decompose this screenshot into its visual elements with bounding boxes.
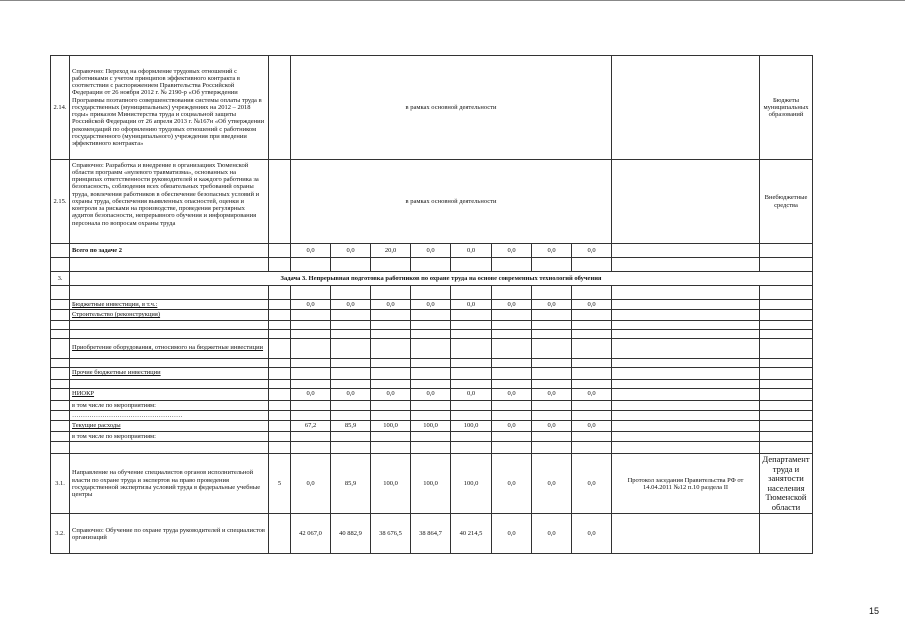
value-cell: 85,9 [331,421,371,432]
row-label: …………………………………………… [70,410,269,420]
table-row [51,388,813,400]
value-cell: 0,0 [532,514,572,554]
row-label: в том числе по мероприятиям: [70,400,269,410]
value-cell: 0,0 [291,300,331,310]
value-cell: 0,0 [492,300,532,310]
row-description: Направление на обучение специалистов органов исполнительной власти по охране труда и экспертов на право проведения государственной экспертизы условий труда в федеральные учебные центры [70,454,269,514]
value-cell: 0,0 [331,244,371,258]
value-cell: 0,0 [371,388,411,400]
value-cell: 0,0 [572,454,612,514]
table-row [51,160,813,244]
row-label: Текущие расходы [70,421,269,432]
program-table [50,55,813,554]
value-cell: 0,0 [291,388,331,400]
table-row [51,338,813,358]
row-label: Прочие бюджетные инвестиции [70,367,269,379]
value-cell: 40 214,5 [451,514,492,554]
table-row [51,400,813,410]
value-cell: 0,0 [492,421,532,432]
value-cell: 0,0 [572,514,612,554]
value-cell: 100,0 [451,454,492,514]
value-cell: 0,0 [291,454,331,514]
value-cell: 100,0 [411,421,451,432]
financing-note: в рамках основной деятельности [291,160,612,244]
value-cell: 100,0 [371,421,411,432]
row-label: НИОКР [70,388,269,400]
description-text: Справочно: Разработка и внедрение в организациях Тюменской области программ «нулевого травматизма», основанных на принципах ответственности руководителей и каждого работника за безопасность, соблюдения всех обязательных требований охраны труда, вовлечения работников в обеспечение безопасных условий и охраны труда, обеспечения выявленных опасностей, оценки и контроля за рисками на производстве, проведения регулярных аудитов безопасности, непрерывного обучения и информирования персонала по вопросам охраны труда [72,161,260,227]
row-description: Справочно: Обучение по охране труда руководителей и специалистов организаций [70,514,269,554]
value-cell: 0,0 [451,244,492,258]
scan-edge [0,0,905,1]
value-cell: 0,0 [572,421,612,432]
value-cell: 0,0 [532,388,572,400]
row-description [70,160,269,244]
row-number: 2.15. [51,160,70,244]
value-cell: 0,0 [532,454,572,514]
table-row [51,310,813,320]
page-number: 15 [869,606,880,616]
value-cell: 0,0 [492,454,532,514]
funding-source: Внебюджетные средства [760,160,813,244]
total-label: Всего по задаче 2 [70,244,269,258]
value-cell: 0,0 [532,421,572,432]
value-cell: 0,0 [532,244,572,258]
value-cell: 0,0 [492,388,532,400]
funding-source: Бюджеты муниципальных образований [760,56,813,160]
row-description [70,56,269,160]
value-cell: 100,0 [451,421,492,432]
table-row [51,514,813,554]
value-cell: 0,0 [492,514,532,554]
value-cell: 85,9 [331,454,371,514]
responsible-executor: Департамент труда и занятости населения Тюменской области [760,454,813,514]
row-number: 3.1. [51,454,70,514]
value-cell: 0,0 [451,388,492,400]
total-row [51,244,813,258]
spacer-row [51,286,813,300]
financing-note: в рамках основной деятельности [291,56,612,160]
value-cell: 0,0 [411,388,451,400]
table-row [51,367,813,379]
value-cell: 0,0 [492,244,532,258]
value-cell: 20,0 [371,244,411,258]
value-cell: 0,0 [572,300,612,310]
value-cell: 0,0 [451,300,492,310]
value-cell: 38 864,7 [411,514,451,554]
value-cell: 38 676,5 [371,514,411,554]
row-number: 3.2. [51,514,70,554]
value-cell: 0,0 [532,300,572,310]
legal-basis: Протокол заседания Правительства РФ от 14.04.2011 №12 п.10 раздела II [612,454,760,514]
table-row [51,432,813,442]
value-cell: 0,0 [331,388,371,400]
table-row [51,421,813,432]
value-cell: 42 067,0 [291,514,331,554]
table-row [51,454,813,514]
row-label: Строительство (реконструкция) [70,310,269,320]
task-header-row [51,272,813,286]
value-cell: 40 882,9 [331,514,371,554]
value-cell: 0,0 [331,300,371,310]
table-row [51,56,813,160]
value-cell: 0,0 [291,244,331,258]
row-label: Бюджетные инвестиции, в т.ч.: [70,300,269,310]
value-cell: 0,0 [572,388,612,400]
row-number: 3. [51,272,70,286]
code-cell: 5 [269,454,291,514]
value-cell: 0,0 [411,244,451,258]
row-label: Приобретение оборудования, относимого на бюджетные инвестиции [70,338,269,358]
row-label: в том числе по мероприятиям: [70,432,269,442]
spacer-row [51,258,813,272]
description-text: Справочно: Переход на оформление трудовых отношений с работниками с учетом принципов эффективного контракта в соответствии с распоряжением Правительства Российской Федерации от 26 ноября 2012 г. № 2190-р «Об утверждении Программы поэтапного совершенствования системы оплаты труда в государственных (муниципальных) учреждениях на 2012 – 2018 годы» приказом Министерства труда и социальной защиты Российской Федерации от 26 апреля 2013 г. №167н «Об утверждении рекомендаций по оформлению трудовых отношений с работником государственного (муниципального) учреждения при введении эффективного контракта» [72,67,265,148]
table-row [51,410,813,420]
task-title: Задача 3. Непрерывная подготовка работников по охране труда на основе современных технологий обучения [70,272,813,286]
value-cell: 0,0 [572,244,612,258]
table-row [51,300,813,310]
row-number: 2.14. [51,56,70,160]
value-cell: 0,0 [371,300,411,310]
value-cell: 100,0 [411,454,451,514]
value-cell: 67,2 [291,421,331,432]
value-cell: 0,0 [411,300,451,310]
value-cell: 100,0 [371,454,411,514]
